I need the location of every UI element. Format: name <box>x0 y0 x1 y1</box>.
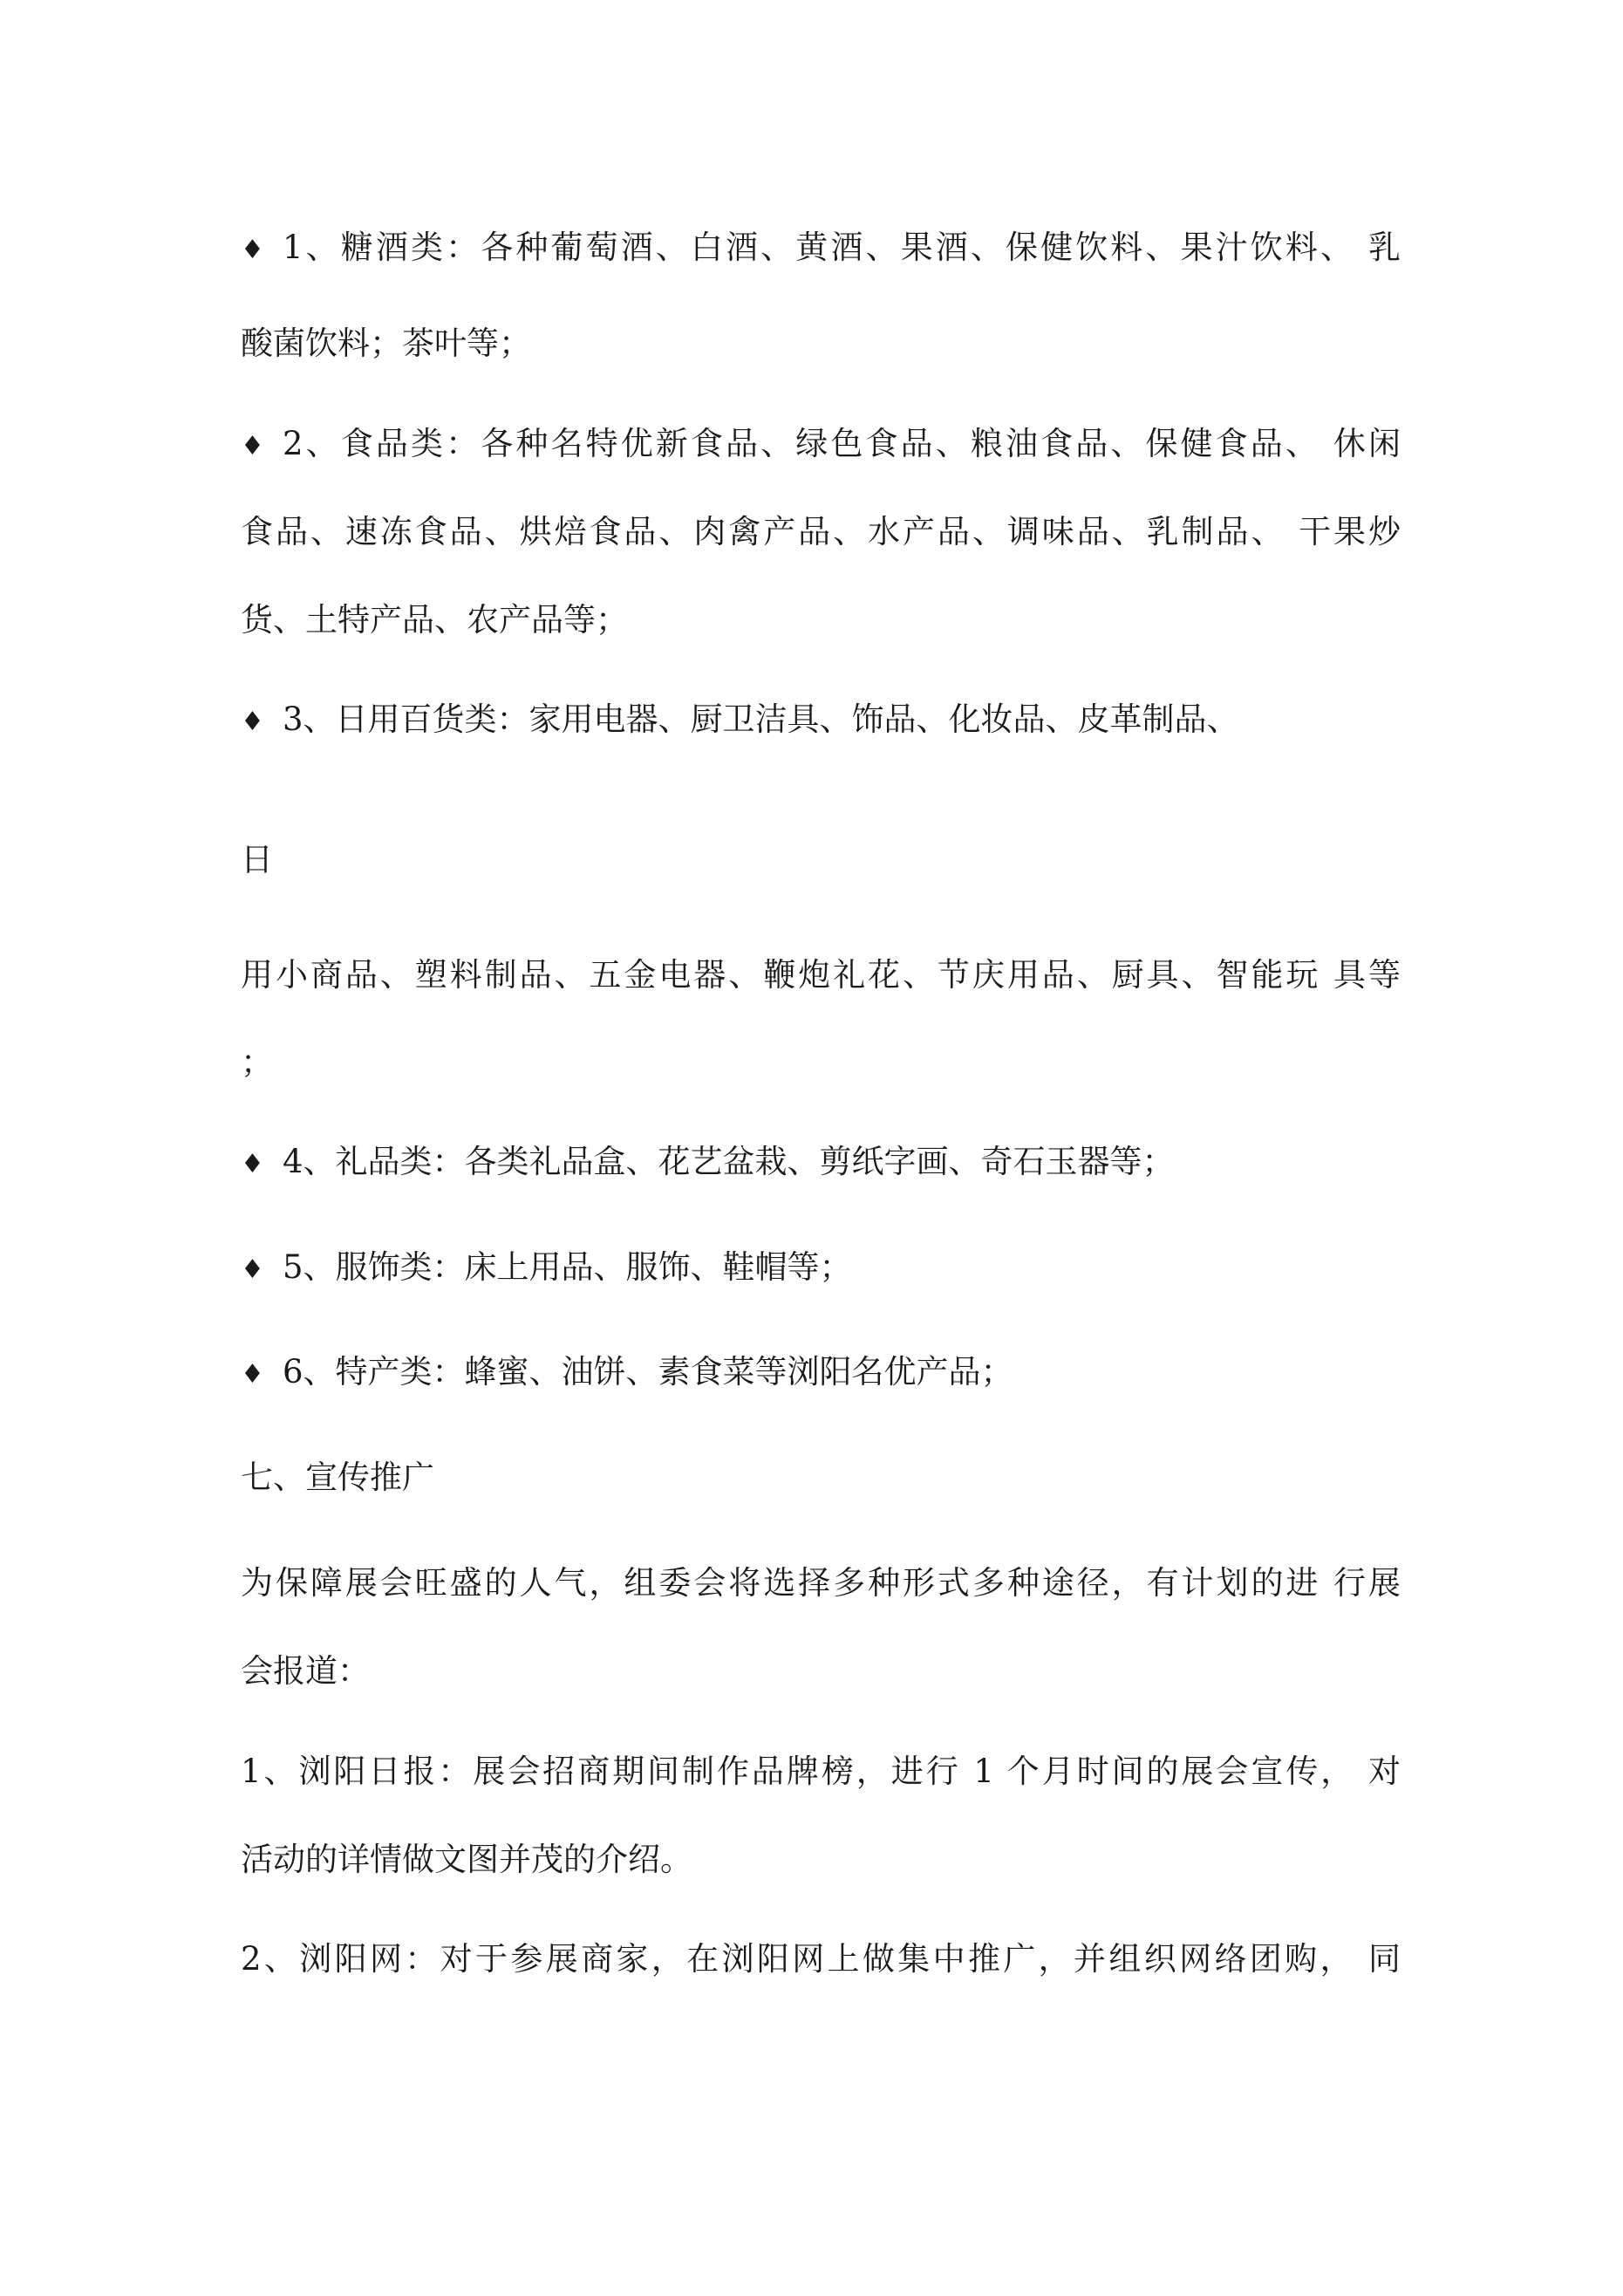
line-text: 3、日用百货类：家用电器、厨卫洁具、饰品、化妆品、皮革制品、 <box>283 700 1239 738</box>
list-item-liquor <box>241 225 1401 273</box>
line-text: 酸菌饮料；茶叶等； <box>241 325 531 362</box>
list-item-food <box>241 421 1401 469</box>
line-text: 1、浏阳日报：展会招商期间制作品牌榜，进行 1 个月时间的展会宣传， 对 <box>241 1753 1401 1790</box>
line-text: 货、土特产品、农产品等； <box>241 601 628 639</box>
list-item-food-cont2 <box>241 598 1401 643</box>
line-text: 4、礼品类：各类礼品盒、花艺盆栽、剪纸字画、奇石玉器等； <box>283 1143 1175 1180</box>
diamond-bullet-icon: ♦ <box>241 1359 264 1390</box>
line-text: 食品、速冻食品、烘焙食品、肉禽产品、水产品、调味品、乳制品、 干果炒 <box>241 513 1401 550</box>
list-item-apparel <box>241 1245 1401 1293</box>
line-text: 用小商品、塑料制品、五金电器、鞭炮礼花、节庆用品、厨具、智能玩 具等 <box>241 956 1401 994</box>
list-item-daily-goods-cont3 <box>241 1040 1401 1085</box>
diamond-bullet-icon: ♦ <box>241 1254 264 1285</box>
paragraph-promotion-intro-cont <box>241 1649 1401 1694</box>
list-item-daily-goods-cont <box>241 837 1401 883</box>
diamond-bullet-icon: ♦ <box>241 235 264 265</box>
list-item-daily-goods <box>241 697 1401 745</box>
list-item-gifts <box>241 1139 1401 1187</box>
diamond-bullet-icon: ♦ <box>241 707 264 737</box>
list-item-liquor-cont <box>241 321 1401 366</box>
list-item-daily-goods-cont2 <box>241 953 1401 998</box>
heading-text: 七、宣传推广 <box>241 1459 434 1496</box>
diamond-bullet-icon: ♦ <box>241 1149 264 1179</box>
section-heading-promotion <box>241 1455 1401 1500</box>
line-text: 为保障展会旺盛的人气，组委会将选择多种形式多种途径，有计划的进 行展 <box>241 1564 1401 1602</box>
line-text: ； <box>241 1043 273 1081</box>
diamond-bullet-icon: ♦ <box>241 431 264 461</box>
line-text: 1、糖酒类：各种葡萄酒、白酒、黄酒、果酒、保健饮料、果汁饮料、 乳 <box>283 229 1401 266</box>
list-item-specialty <box>241 1350 1401 1397</box>
line-text: 会报道： <box>241 1652 370 1690</box>
line-text: 2、浏阳网：对于参展商家，在浏阳网上做集中推广，并组织网络团购， 同 <box>241 1940 1401 1978</box>
list-item-food-cont <box>241 509 1401 555</box>
paragraph-liuyang-daily-cont <box>241 1837 1401 1883</box>
line-text: 日 <box>241 841 273 878</box>
line-text: 2、食品类：各种名特优新食品、绿色食品、粮油食品、保健食品、 休闲 <box>283 425 1401 462</box>
paragraph-promotion-intro <box>241 1561 1401 1606</box>
paragraph-liuyang-web <box>241 1937 1401 1982</box>
paragraph-liuyang-daily <box>241 1749 1401 1794</box>
line-text: 5、服饰类：床上用品、服饰、鞋帽等； <box>283 1248 852 1286</box>
line-text: 6、特产类：蜂蜜、油饼、素食菜等浏阳名优产品； <box>283 1353 1013 1391</box>
line-text: 活动的详情做文图并茂的介绍。 <box>241 1841 692 1878</box>
